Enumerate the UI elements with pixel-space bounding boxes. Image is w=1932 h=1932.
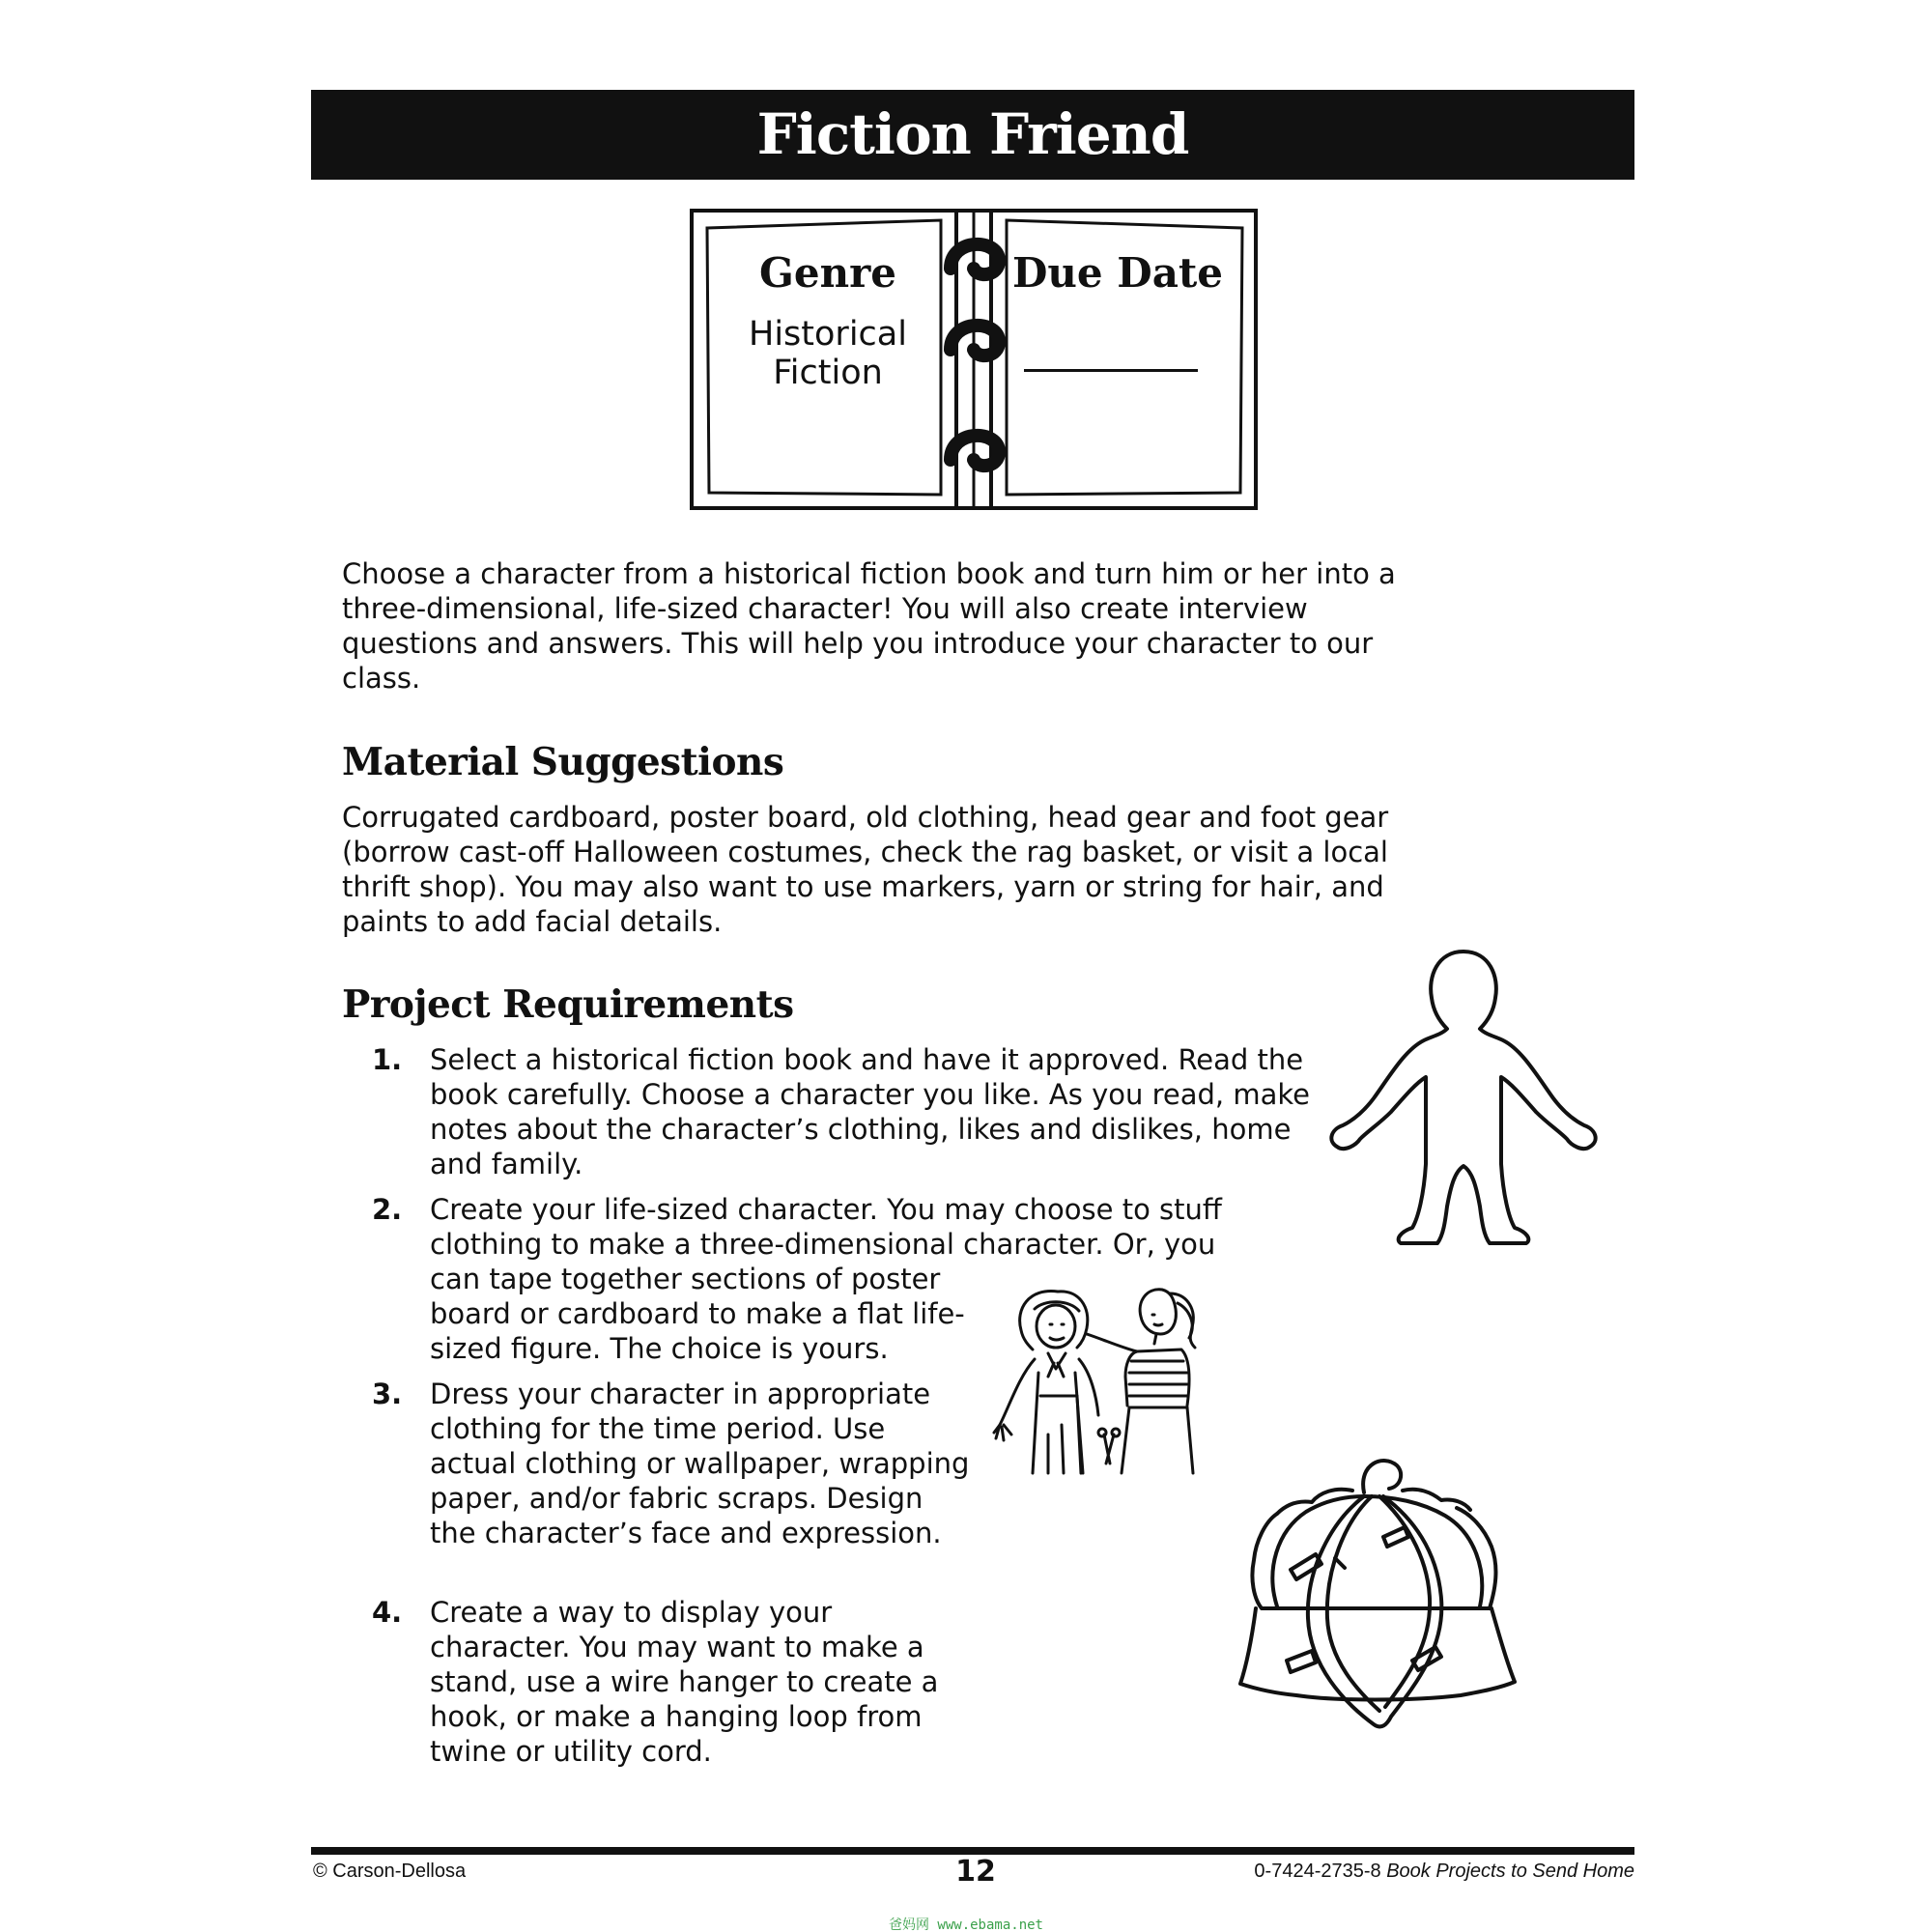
requirement-text: Create your life-sized character. You may choose to stuff clothing to make a three-dimensional character. Or, you (430, 1193, 1222, 1261)
hanger-display-illustration (1238, 1454, 1519, 1734)
materials-text: Corrugated cardboard, poster board, old clothing, head gear and foot gear (borrow cast-off Halloween costumes, check the rag basket, or visit a local thrift shop). You may also want to use markers, yarn or string for hair, and paints to add facial details. (342, 801, 1389, 938)
genre-label: Genre (759, 249, 896, 297)
materials-heading: Material Suggestions (342, 740, 784, 784)
book-title: Book Projects to Send Home (1386, 1861, 1634, 1882)
requirement-number: 2. (372, 1193, 403, 1226)
footer-book-reference (1254, 1861, 1634, 1883)
footer-rule (311, 1847, 1634, 1855)
due-date-blank-line (1024, 369, 1198, 372)
requirement-item (372, 1377, 971, 1550)
requirement-number: 1. (372, 1043, 403, 1076)
requirements-heading: Project Requirements (342, 982, 794, 1027)
requirement-text: Create a way to display your character. You may want to make a stand, use a wire hanger to create a hook, or make a hanging loop from twine or utility cord. (430, 1596, 939, 1768)
site-watermark: 爸妈网 www.ebama.net (888, 1918, 1043, 1932)
requirement-item (372, 1595, 980, 1769)
requirement-text: Select a historical fiction book and have it approved. Read the book carefully. Choose a character you like. As you read, make notes about the character’s clothing, likes and dislikes, home and family. (430, 1043, 1310, 1180)
requirement-text: Dress your character in appropriate clothing for the time period. Use actual clothing or wallpaper, wrapping paper, and/or fabric scraps. Design the character’s face and expression. (430, 1378, 970, 1549)
requirement-number: 3. (372, 1378, 403, 1410)
copyright-text: © Carson-Dellosa (313, 1861, 467, 1882)
girls-making-character-illustration (990, 1280, 1222, 1492)
page-number: 12 (955, 1855, 996, 1889)
requirement-item (372, 1042, 1319, 1181)
book-info-card (688, 207, 1258, 512)
isbn: 0-7424-2735-8 (1254, 1861, 1381, 1882)
due-date-label: Due Date (1011, 249, 1224, 297)
body-outline-illustration (1323, 942, 1604, 1251)
requirement-text-continued: can tape together sections of poster board or cardboard to make a flat life-sized figure. The choice is yours. (430, 1263, 965, 1365)
intro-paragraph: Choose a character from a historical fiction book and turn him or her into a three-dimensional, life-sized character! You will also create interview questions and answers. This will help you introduce your character to our class. (342, 557, 1396, 695)
page-title: Fiction Friend (311, 90, 1634, 180)
genre-value: Historical Fiction (749, 315, 907, 392)
requirement-number: 4. (372, 1596, 403, 1629)
